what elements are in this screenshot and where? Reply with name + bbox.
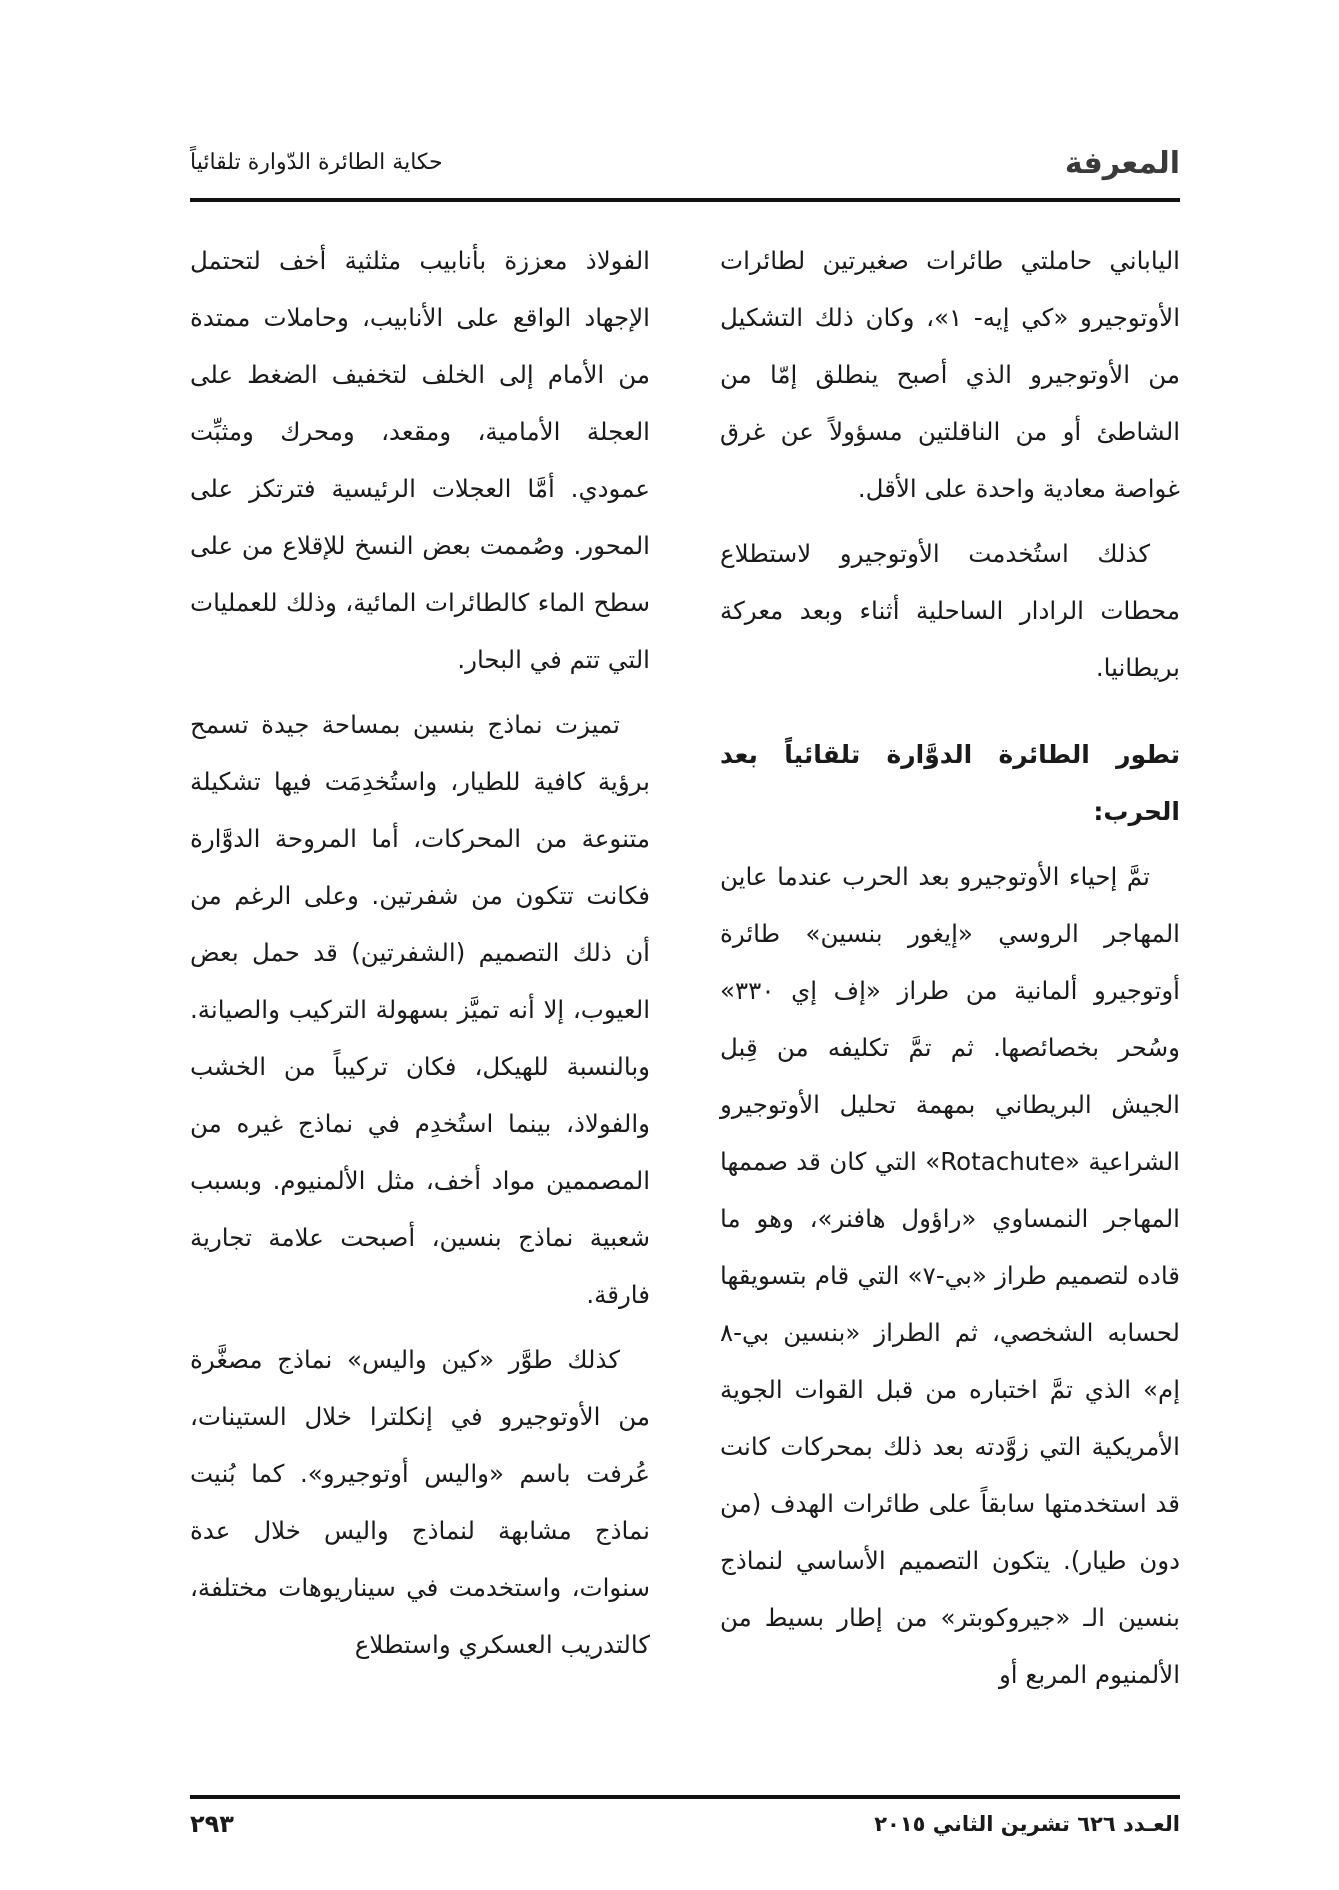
page-footer (190, 1810, 1180, 1850)
paragraph: الفولاذ معززة بأنابيب مثلثية أخف لتحتمل الإجهاد الواقع على الأنابيب، وحاملات ممتدة من الأمام إلى الخلف لتخفيف الضغط على العجلة الأمامية، ومقعد، ومحرك ومثبِّت عمودي. أمَّا العجلات الرئيسية فترتكز على المحور. وصُممت بعض النسخ للإقلاع من على سطح الماء كالطائرات المائية، وذلك للعمليات التي تتم في البحار. (190, 246, 650, 674)
right-column (720, 232, 1180, 1711)
paragraph: كذلك طوَّر «كين واليس» نماذج مصغَّرة من الأوتوجيرو في إنكلترا خلال الستينات، عُرفت باسم «واليس أوتوجيرو». كما بُنيت نماذج مشابهة لنماذج واليس خلال عدة سنوات، واستخدمت في سيناريوهات مختلفة، كالتدريب العسكري واستطلاع (190, 1345, 650, 1659)
paragraph: الياباني حاملتي طائرات صغيرتين لطائرات الأوتوجيرو «كي إيه- ١»، وكان ذلك التشكيل من الأوتوجيرو الذي أصبح ينطلق إمّا من الشاطئ أو من الناقلتين مسؤولاً عن غرق غواصة معادية واحدة على الأقل. (720, 246, 1181, 503)
page-header (190, 140, 1180, 198)
running-title: حكاية الطائرة الدّوارة تلقائياً (190, 150, 443, 175)
header-rule (190, 198, 1180, 202)
footer-rule (190, 1795, 1180, 1799)
magazine-logo: المعرفة (1064, 146, 1180, 181)
section-heading: تطور الطائرة الدوَّارة تلقائياً بعد الحرب: (720, 740, 1180, 826)
issue-info: العـدد ٦٢٦ تشرين الثاني ٢٠١٥ (874, 1812, 1180, 1836)
left-column (190, 232, 650, 1681)
paragraph: تميزت نماذج بنسين بمساحة جيدة تسمح برؤية كافية للطيار، واستُخدِمَت فيها تشكيلة متنوعة من المحركات، أما المروحة الدوَّارة فكانت تتكون من شفرتين. وعلى الرغم من أن ذلك التصميم (الشفرتين) قد حمل بعض العيوب، إلا أنه تميَّز بسهولة التركيب والصيانة. وبالنسبة للهيكل، فكان تركيباً من الخشب والفولاذ، بينما استُخدِم في نماذج غيره من المصممين مواد أخف، مثل الألمنيوم. وبسبب شعبية نماذج بنسين، أصبحت علامة تجارية فارقة. (190, 710, 650, 1309)
paragraph: كذلك استُخدمت الأوتوجيرو لاستطلاع محطات الرادار الساحلية أثناء وبعد معركة بريطانيا. (720, 539, 1180, 682)
paragraph: تمَّ إحياء الأوتوجيرو بعد الحرب عندما عاين المهاجر الروسي «إيغور بنسين» طائرة أوتوجيرو ألمانية من طراز «إف إي ٣٣٠» وسُحر بخصائصها. ثم تمَّ تكليفه من قِبل الجيش البريطاني بمهمة تحليل الأوتوجيرو الشراعية «Rotachute» التي كان قد صممها المهاجر النمساوي «راؤول هافنر»، وهو ما قاده لتصميم طراز «بي-٧» التي قام بتسويقها لحسابه الشخصي، ثم الطراز «بنسين بي-٨ إم» الذي تمَّ اختباره من قبل القوات الجوية الأمريكية التي زوَّدته بعد ذلك بمحركات كانت قد استخدمتها سابقاً على طائرات الهدف (من دون طيار). يتكون التصميم الأساسي لنماذج بنسين الـ «جيروكوبتر» من إطار بسيط من الألمنيوم المربع أو (720, 862, 1181, 1689)
page-number: ٢٩٣ (190, 1810, 234, 1838)
